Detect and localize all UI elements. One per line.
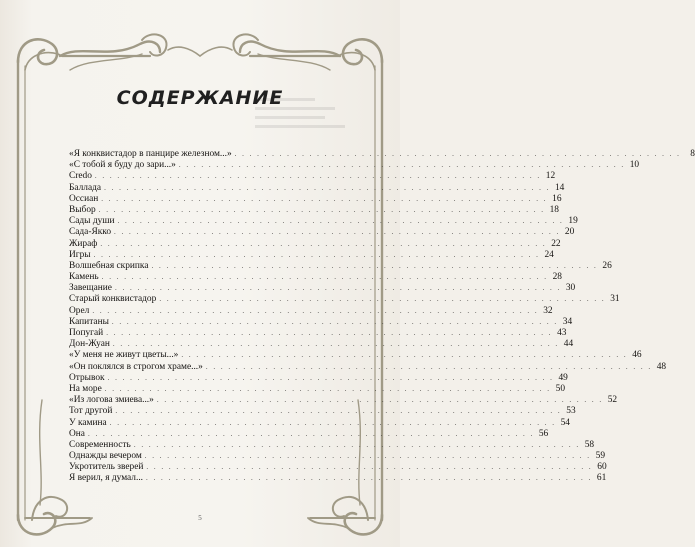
toc-entry [69,283,576,294]
toc-dot-leader: . . . . . . . . . . . . . . . . . . . . . . . . . . . . . . . . . . . . . . . . . . . . . . . . . . . . . . . . . . . . [146,463,593,472]
toc-entry [69,361,667,373]
toc-dot-leader: . . . . . . . . . . . . . . . . . . . . . . . . . . . . . . . . . . . . . . . . . . . . . . . . . . . . . . . . . . . . [87,429,535,438]
toc-entry-title: Отрывок [69,372,105,383]
toc-entry [69,182,565,194]
toc-dot-leader: . . . . . . . . . . . . . . . . . . . . . . . . . . . . . . . . . . . . . . . . . . . . . . . . . . . . . . . . . . . . [114,284,562,293]
toc-entry-title: Орел [69,305,90,316]
toc-entry-page: 46 [632,350,642,361]
toc-entry [69,328,567,339]
toc-entry-page: 19 [568,216,578,227]
toc-entry [69,473,607,484]
toc-dot-leader: . . . . . . . . . . . . . . . . . . . . . . . . . . . . . . . . . . . . . . . . . . . . . . . . . . . . . . . . . . . . [114,228,561,237]
toc-entry-title: У камина [69,417,107,428]
toc-entry-page: 34 [562,316,573,327]
toc-dot-leader: . . . . . . . . . . . . . . . . . . . . . . . . . . . . . . . . . . . . . . . . . . . . . . . . . . . . . . . . . . . . [106,329,553,337]
toc-entry [69,316,573,328]
toc-entry-title: На море [69,383,102,394]
toc-entry-page: 20 [564,227,575,238]
toc-entry-title: «Я конквистадор в панцире железном...» [69,149,232,159]
toc-entry-page: 12 [545,171,556,182]
toc-dot-leader: . . . . . . . . . . . . . . . . . . . . . . . . . . . . . . . . . . . . . . . . . . . . . . . . . . . . . . . . . . . . [159,295,606,304]
toc-entry [69,227,575,238]
toc-entry-page: 52 [607,395,618,406]
toc-entry-page: 31 [610,294,620,305]
table-of-contents [69,149,695,485]
toc-entry [69,249,554,261]
toc-entry [69,171,556,182]
toc-dot-leader: . . . . . . . . . . . . . . . . . . . . . . . . . . . . . . . . . . . . . . . . . . . . . . . . . . . . . . . . . . . . [112,340,560,349]
toc-dot-leader: . . . . . . . . . . . . . . . . . . . . . . . . . . . . . . . . . . . . . . . . . . . . . . . . . . . . . . . . . . . . [234,150,681,158]
toc-entry-title: Камень [69,272,99,283]
toc-entry [69,350,642,361]
toc-entry-page: 53 [566,406,576,417]
toc-dot-leader: . . . . . . . . . . . . . . . . . . . . . . . . . . . . . . . . . . . . . . . . . . . . . . . . . . . . . . . . . . . . [181,351,628,360]
toc-entry [69,339,574,350]
toc-entry [69,294,620,305]
toc-entry-page: 28 [552,272,562,283]
toc-entry-title: Современность [69,439,131,450]
toc-dot-leader: . . . . . . . . . . . . . . . . . . . . . . . . . . . . . . . . . . . . . . . . . . . . . . . . . . . . . . . . . . . . [98,205,545,214]
toc-entry-page: 16 [552,193,562,204]
toc-entry-title: Укротитель зверей [69,462,144,473]
toc-entry-page: 22 [551,238,561,249]
toc-entry-title: Попугай [69,328,104,338]
toc-entry-page: 26 [602,260,612,271]
toc-dot-leader: . . . . . . . . . . . . . . . . . . . . . . . . . . . . . . . . . . . . . . . . . . . . . . . . . . . . . . . . . . . . [107,373,554,382]
page-number: 5 [198,514,202,522]
toc-dot-leader: . . . . . . . . . . . . . . . . . . . . . . . . . . . . . . . . . . . . . . . . . . . . . . . . . . . . . . . . . . . . [100,239,547,248]
toc-entry-title: Капитаны [69,316,109,327]
toc-dot-leader: . . . . . . . . . . . . . . . . . . . . . . . . . . . . . . . . . . . . . . . . . . . . . . . . . . . . . . . . . . . . [144,452,592,461]
toc-dot-leader: . . . . . . . . . . . . . . . . . . . . . . . . . . . . . . . . . . . . . . . . . . . . . . . . . . . . . . . . . . . . [156,396,604,405]
toc-entry-page: 14 [554,182,565,193]
toc-dot-leader: . . . . . . . . . . . . . . . . . . . . . . . . . . . . . . . . . . . . . . . . . . . . . . . . . . . . . . . . . . . . [104,384,551,393]
toc-entry-page: 54 [560,417,570,428]
toc-entry [69,395,618,406]
toc-dot-leader: . . . . . . . . . . . . . . . . . . . . . . . . . . . . . . . . . . . . . . . . . . . . . . . . . . . . . . . . . . . . [178,161,626,170]
toc-entry-page: 30 [565,283,576,294]
toc-entry-page: 50 [555,383,565,394]
toc-dot-leader: . . . . . . . . . . . . . . . . . . . . . . . . . . . . . . . . . . . . . . . . . . . . . . . . . . . . . . . . . . . . [117,217,564,226]
toc-entry-title: Старый конквистадор [69,294,157,305]
toc-entry-title: «У меня не живут цветы...» [69,350,179,361]
toc-entry-title: Однажды вечером [69,451,142,462]
toc-entry-page: 49 [558,372,568,383]
toc-entry-page: 10 [629,160,640,171]
toc-dot-leader: . . . . . . . . . . . . . . . . . . . . . . . . . . . . . . . . . . . . . . . . . . . . . . . . . . . . . . . . . . . . [101,194,548,203]
toc-dot-leader: . . . . . . . . . . . . . . . . . . . . . . . . . . . . . . . . . . . . . . . . . . . . . . . . . . . . . . . . . . . . [101,273,548,282]
toc-dot-leader: . . . . . . . . . . . . . . . . . . . . . . . . . . . . . . . . . . . . . . . . . . . . . . . . . . . . . . . . . . . . [146,474,593,483]
toc-entry [69,383,565,395]
toc-entry-page: 32 [543,305,553,316]
toc-entry-title: Жираф [69,238,98,249]
toc-entry-page: 61 [596,473,607,484]
toc-entry [69,216,578,227]
toc-dot-leader: . . . . . . . . . . . . . . . . . . . . . . . . . . . . . . . . . . . . . . . . . . . . . . . . . . . . . . . . . . . . [109,418,556,427]
toc-entry-page: 43 [557,328,567,338]
toc-dot-leader: . . . . . . . . . . . . . . . . . . . . . . . . . . . . . . . . . . . . . . . . . . . . . . . . . . . . . . . . . . . . [111,317,559,326]
toc-entry [69,462,607,473]
toc-entry [69,204,559,216]
toc-entry-title: Сада-Якко [69,227,112,238]
toc-entry [69,160,640,171]
toc-entry-title: Игры [69,249,91,260]
toc-entry [69,272,562,283]
toc-entry-page: 24 [544,249,554,260]
toc-entry [69,428,549,440]
toc-entry [69,305,553,317]
toc-dot-leader: . . . . . . . . . . . . . . . . . . . . . . . . . . . . . . . . . . . . . . . . . . . . . . . . . . . . . . . . . . . . [151,261,598,270]
toc-entry-page: 59 [595,451,606,462]
toc-entry [69,238,561,250]
toc-entry-title: Завещание [69,283,112,294]
toc-entry [69,260,612,272]
toc-dot-leader: . . . . . . . . . . . . . . . . . . . . . . . . . . . . . . . . . . . . . . . . . . . . . . . . . . . . . . . . . . . . [92,306,539,315]
toc-entry [69,149,695,160]
toc-entry-title: Выбор [69,204,96,215]
toc-entry-page: 58 [584,439,595,450]
toc-entry-title: «С тобой я буду до зари...» [69,160,176,171]
toc-entry-title: Тот другой [69,406,113,417]
toc-dot-leader: . . . . . . . . . . . . . . . . . . . . . . . . . . . . . . . . . . . . . . . . . . . . . . . . . . . . . . . . . . . . [93,250,540,259]
toc-entry [69,451,606,462]
toc-dot-leader: . . . . . . . . . . . . . . . . . . . . . . . . . . . . . . . . . . . . . . . . . . . . . . . . . . . . . . . . . . . . [115,407,562,416]
toc-entry-title: Credo [69,171,92,182]
toc-entry [69,372,568,384]
toc-entry-title: Волшебная скрипка [69,260,149,271]
toc-dot-leader: . . . . . . . . . . . . . . . . . . . . . . . . . . . . . . . . . . . . . . . . . . . . . . . . . . . . . . . . . . . . [94,172,542,181]
toc-entry-page: 18 [549,204,559,215]
toc-entry-title: «Он поклялся в строгом храме...» [69,361,203,372]
toc-entry-title: Сады души [69,216,115,227]
toc-entry [69,406,576,417]
toc-entry-page: 60 [597,462,607,473]
toc-entry-page: 44 [563,339,574,350]
toc-entry [69,193,562,205]
page-title: СОДЕРЖАНИЕ [116,87,284,109]
toc-entry-title: Она [69,428,85,439]
toc-entry-title: Оссиан [69,193,99,204]
toc-entry [69,439,595,451]
toc-entry-page: 56 [538,428,549,439]
toc-dot-leader: . . . . . . . . . . . . . . . . . . . . . . . . . . . . . . . . . . . . . . . . . . . . . . . . . . . . . . . . . . . . [133,440,581,449]
toc-dot-leader: . . . . . . . . . . . . . . . . . . . . . . . . . . . . . . . . . . . . . . . . . . . . . . . . . . . . . . . . . . . . [104,183,551,192]
toc-entry-title: Я верил, я думал... [69,473,144,484]
toc-entry [69,417,570,429]
toc-entry-title: Баллада [69,182,102,193]
toc-entry-page: 48 [656,361,667,372]
toc-entry-title: «Из логова змиева...» [69,395,154,406]
toc-dot-leader: . . . . . . . . . . . . . . . . . . . . . . . . . . . . . . . . . . . . . . . . . . . . . . . . . . . . . . . . . . . . [205,362,653,371]
toc-entry-page: 8 [690,149,695,159]
toc-entry-title: Дон-Жуан [69,339,110,350]
